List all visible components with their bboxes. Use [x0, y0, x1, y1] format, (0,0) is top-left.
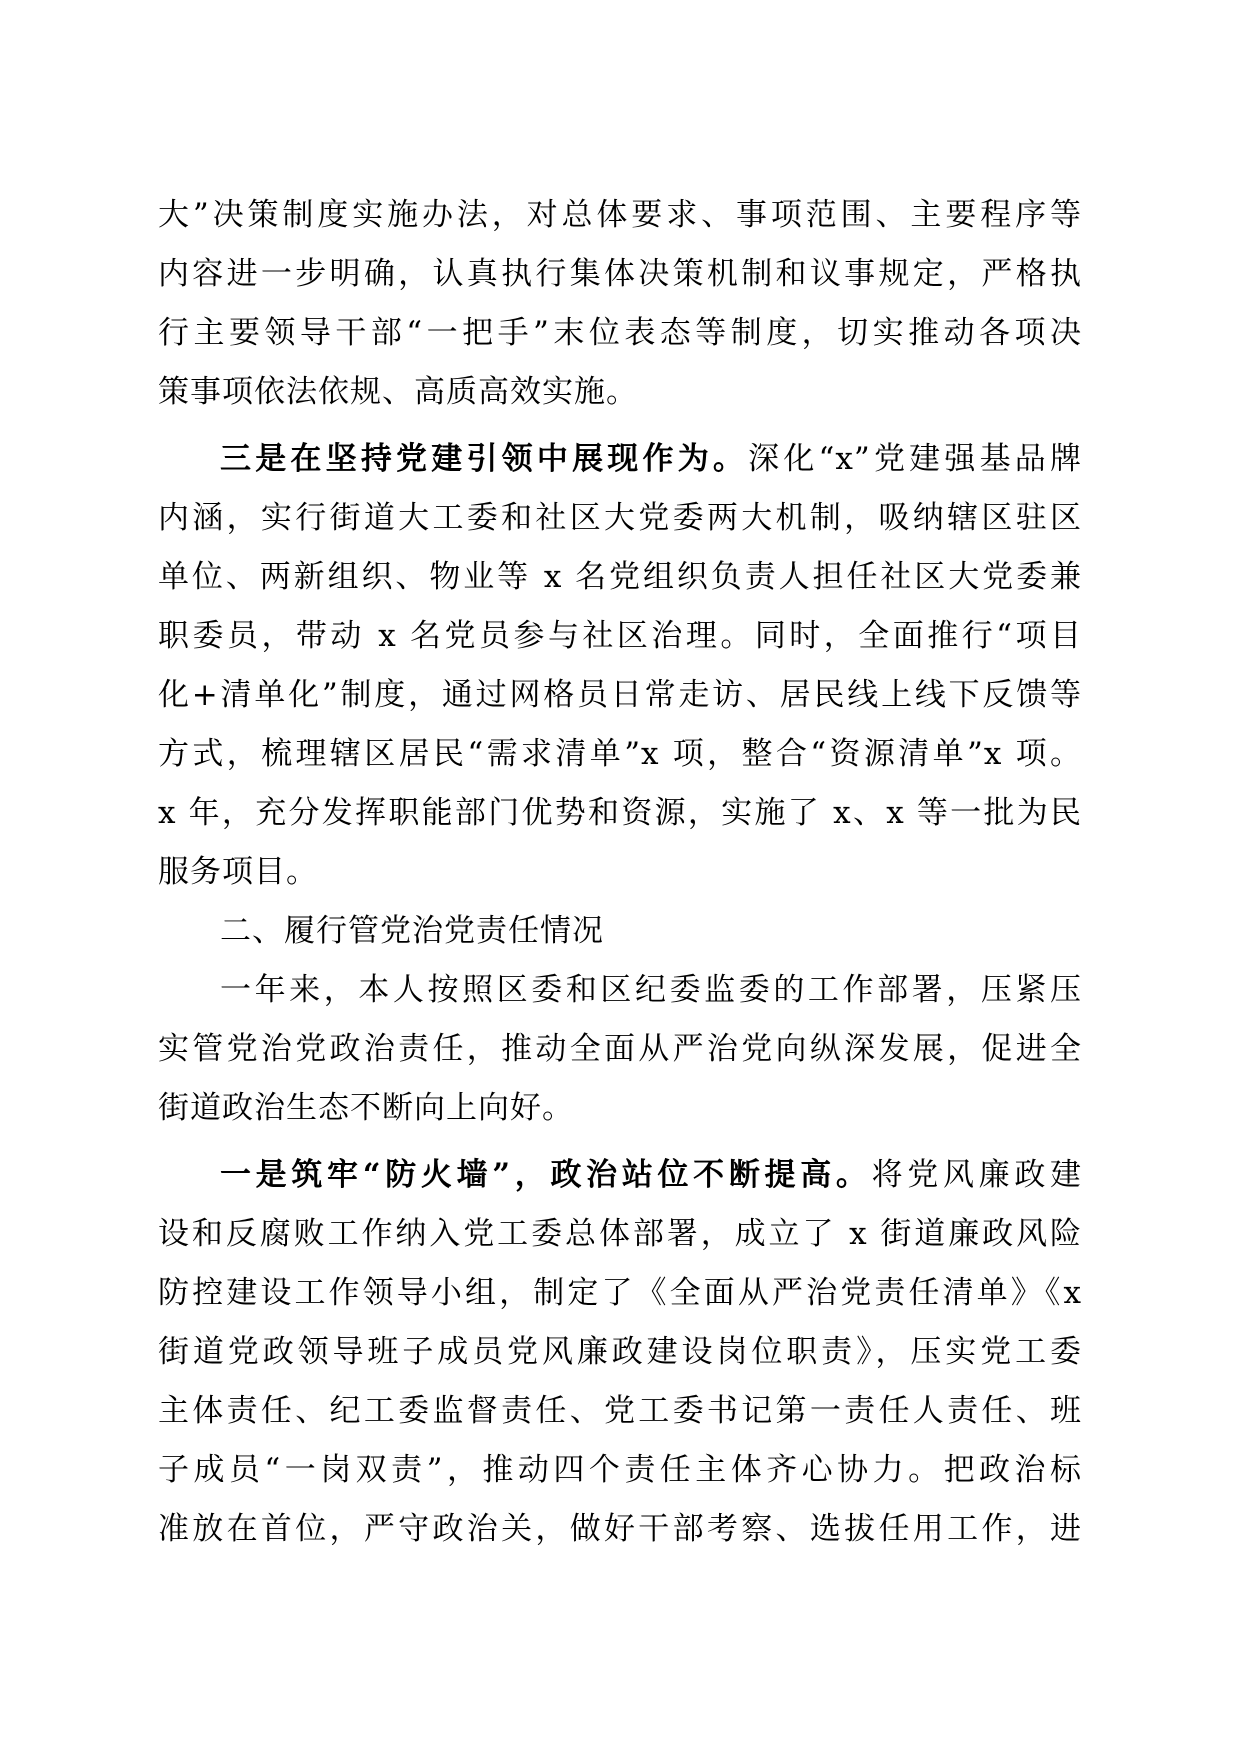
text-line: [158, 1146, 1082, 1205]
document-body: [158, 186, 1082, 1559]
text-line: 大”决策制度实施办法，对总体要求、事项范围、主要程序等: [158, 197, 1082, 233]
text-line: 主体责任、纪工委监督责任、党工委书记第一责任人责任、班: [158, 1393, 1082, 1429]
text-line: 街道党政领导班子成员党风廉政建设岗位职责》，压实党工委: [158, 1334, 1082, 1370]
text-line: x 年，充分发挥职能部门优势和资源，实施了 x、x 等一批为民: [158, 795, 1082, 831]
text-line: 服务项目。: [158, 854, 318, 890]
text-line: 准放在首位，严守政治关，做好干部考察、选拔任用工作，进: [158, 1511, 1082, 1547]
text-line: 策事项依法依规、高质高效实施。: [158, 374, 638, 410]
text-fragment: 将党风廉政建: [871, 1157, 1082, 1193]
section-heading: 二、履行管党治党责任情况: [220, 913, 604, 949]
paragraph-lead-bold: 一是筑牢“防火墙”，政治站位不断提高。: [220, 1157, 872, 1193]
text-line: 单位、两新组织、物业等 x 名党组织负责人担任社区大党委兼: [158, 559, 1082, 595]
text-line: 内涵，实行街道大工委和社区大党委两大机制，吸纳辖区驻区: [158, 500, 1082, 536]
paragraph-lead-bold: 三是在坚持党建引领中展现作为。: [220, 441, 749, 477]
text-line: 设和反腐败工作纳入党工委总体部署，成立了 x 街道廉政风险: [158, 1216, 1082, 1252]
text-line: 方式，梳理辖区居民“需求清单”x 项，整合“资源清单”x 项。: [158, 736, 1082, 772]
text-line: 子成员“一岗双责”，推动四个责任主体齐心协力。把政治标: [158, 1452, 1082, 1488]
paragraph-overview: [158, 961, 1082, 1138]
paragraph-firewall: [158, 1146, 1082, 1559]
text-line: 防控建设工作领导小组，制定了《全面从严治党责任清单》《x: [158, 1275, 1082, 1311]
text-line: 一年来，本人按照区委和区纪委监委的工作部署，压紧压: [220, 972, 1082, 1008]
text-line: [158, 430, 1082, 489]
paragraph-decision-system: [158, 186, 1082, 422]
paragraph-party-building: [158, 430, 1082, 902]
text-fragment: 深化“x”党建强基品牌: [748, 441, 1082, 477]
text-line: 内容进一步明确，认真执行集体决策机制和议事规定，严格执: [158, 256, 1082, 292]
text-line: 实管党治党政治责任，推动全面从严治党向纵深发展，促进全: [158, 1031, 1082, 1067]
text-line: 化+清单化”制度，通过网格员日常走访、居民线上线下反馈等: [158, 677, 1082, 713]
text-line: 职委员，带动 x 名党员参与社区治理。同时，全面推行“项目: [158, 618, 1082, 654]
text-line: 街道政治生态不断向上向好。: [158, 1090, 574, 1126]
text-line: 行主要领导干部“一把手”末位表态等制度，切实推动各项决: [158, 315, 1082, 351]
